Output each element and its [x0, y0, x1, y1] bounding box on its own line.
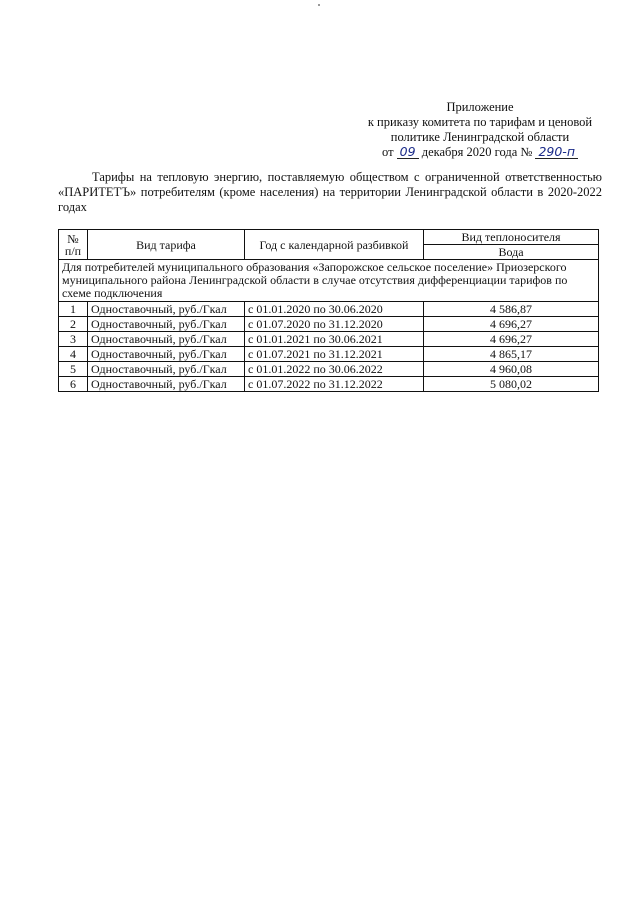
- handwritten-number: 290-п: [535, 145, 578, 159]
- table-row: [59, 347, 599, 362]
- cell-num: 1: [59, 302, 88, 317]
- cell-num: 2: [59, 317, 88, 332]
- cell-num: 5: [59, 362, 88, 377]
- group-description: Для потребителей муниципального образования «Запорожское сельское поселение» Приозерского муниципального района Ленинградской области в случае отсутствия дифференциации тарифов по схеме подключения: [59, 260, 599, 302]
- cell-value: 4 960,08: [424, 362, 599, 377]
- cell-period: с 01.07.2020 по 31.12.2020: [245, 317, 424, 332]
- cell-value: 4 865,17: [424, 347, 599, 362]
- cell-period: с 01.07.2021 по 31.12.2021: [245, 347, 424, 362]
- cell-period: с 01.01.2021 по 30.06.2021: [245, 332, 424, 347]
- date-mid: декабря 2020 года №: [421, 145, 533, 159]
- header-water: Вода: [424, 245, 599, 260]
- appendix-date-line: [355, 145, 605, 160]
- group-row: [59, 260, 599, 302]
- table-row: [59, 302, 599, 317]
- cell-type: Одноставочный, руб./Гкал: [88, 347, 245, 362]
- table-row: [59, 332, 599, 347]
- cell-value: 4 696,27: [424, 332, 599, 347]
- appendix-title: Приложение: [446, 100, 514, 114]
- table-row: [59, 317, 599, 332]
- date-prefix: от: [381, 145, 394, 159]
- cell-type: Одноставочный, руб./Гкал: [88, 317, 245, 332]
- header-period: Год с календарной разбивкой: [245, 230, 424, 260]
- table-row: [59, 362, 599, 377]
- cell-type: Одноставочный, руб./Гкал: [88, 332, 245, 347]
- cell-num: 4: [59, 347, 88, 362]
- cell-num: 6: [59, 377, 88, 392]
- cell-value: 5 080,02: [424, 377, 599, 392]
- cell-num: 3: [59, 332, 88, 347]
- handwritten-day: 09: [397, 145, 419, 159]
- table-row: [59, 377, 599, 392]
- appendix-order-line: к приказу комитета по тарифам и ценовой: [367, 115, 593, 129]
- cell-period: с 01.07.2022 по 31.12.2022: [245, 377, 424, 392]
- appendix-header: [355, 100, 605, 160]
- tariff-table: [58, 229, 599, 392]
- scan-speck: [318, 4, 320, 6]
- cell-type: Одноставочный, руб./Гкал: [88, 362, 245, 377]
- header-carrier: Вид теплоносителя: [424, 230, 599, 245]
- cell-period: с 01.01.2020 по 30.06.2020: [245, 302, 424, 317]
- intro-paragraph: Тарифы на тепловую энергию, поставляемую обществом с ограниченной ответственностью «ПАРИТЕТЪ» потребителям (кроме населения) на территории Ленинградской области в 2020-2022 годах: [58, 170, 602, 214]
- table-body: [59, 260, 599, 392]
- cell-value: 4 586,87: [424, 302, 599, 317]
- appendix-committee-line: политике Ленинградской области: [390, 130, 570, 144]
- cell-period: с 01.01.2022 по 30.06.2022: [245, 362, 424, 377]
- cell-value: 4 696,27: [424, 317, 599, 332]
- header-num: № п/п: [59, 230, 88, 260]
- header-type: Вид тарифа: [88, 230, 245, 260]
- cell-type: Одноставочный, руб./Гкал: [88, 377, 245, 392]
- cell-type: Одноставочный, руб./Гкал: [88, 302, 245, 317]
